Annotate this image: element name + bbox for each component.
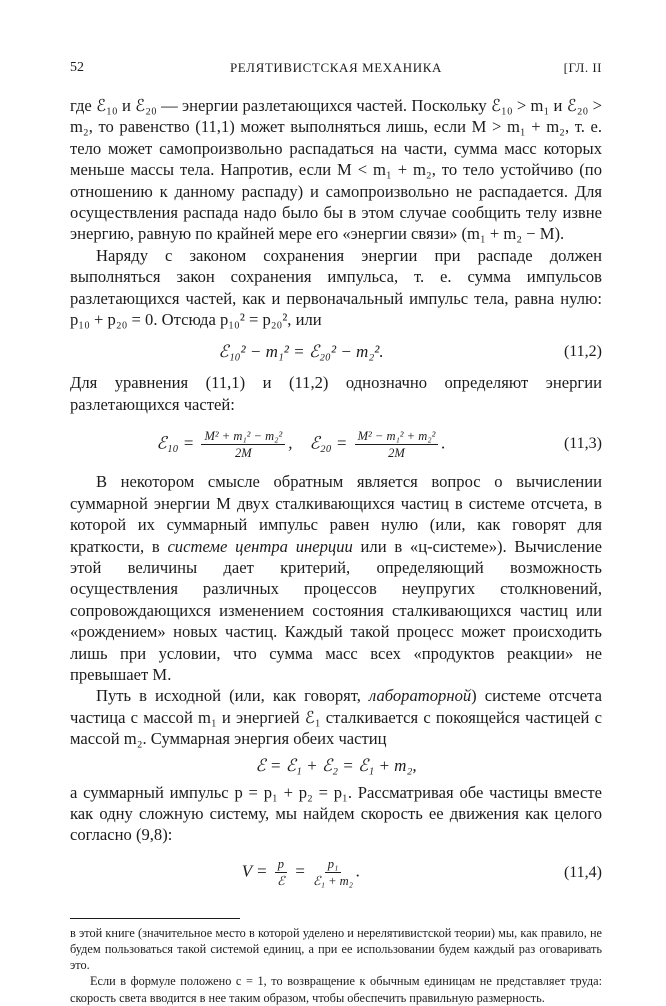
book-page: [70, 60, 602, 1006]
chapter-label: [ГЛ. II: [563, 60, 602, 75]
paragraph-lab-frame: [70, 685, 602, 749]
p4-emphasis: системе центра инерции: [167, 536, 353, 556]
equation-total-energy: [70, 752, 602, 780]
p5-emphasis: лабораторной: [369, 686, 472, 706]
footnote-units: Если в формуле положено c = 1, то возвращение к обычным единицам не представляет труда: скорость света вводится в нее таким образом, чтобы обеспечить правильную размерность.: [70, 974, 602, 1005]
paragraph-total-momentum: а суммарный импульс p = p₁ + p₂ = p₁. Рассматривая обе частицы вместе как одну сложную систему, мы найдем скорость ее движения как целого согласно (9,8):: [70, 782, 602, 845]
equation-11-2: [70, 336, 602, 368]
equation-11-4-body: V = $\frac{p}{\text{ℰ}}$ = $\frac{\text{p₁}}{\text{ℰ₁ + m₂}}$ .: [241, 857, 361, 889]
equation-11-2-number: (11,2): [563, 343, 602, 361]
eq4-fraction-1: [275, 856, 287, 889]
eq3-fraction-1: [201, 428, 285, 461]
eq4-numerator-1: p: [275, 856, 287, 873]
equation-11-3-body: ℰ₁₀ = $\frac{\text{M² + m₁² − m₂²}}{2M}$ , ℰ₂₀ = $\frac{\text{M² − m₁² + m₂²}}{2M}$ .: [156, 428, 446, 460]
running-title: РЕЛЯТИВИСТСКАЯ МЕХАНИКА: [229, 60, 443, 75]
paragraph-center-of-mass: [70, 471, 602, 685]
equation-11-3: [70, 421, 602, 467]
p5-text-a: Путь в исходной (или, как говорят,: [96, 686, 370, 706]
eq4-denominator-2: ℰ₁ + m₂: [313, 874, 354, 889]
eq3-numerator-2: M² − m₁² + m₂²: [355, 428, 439, 445]
eq4-numerator-2: p₁: [325, 856, 342, 873]
eq4-equals: =: [294, 861, 306, 881]
equation-11-4: [70, 852, 602, 894]
eq4-lhs: V =: [241, 861, 268, 881]
p4-text-b: или в «ц-системе»). Вычисление этой величины дает критерий, определяющий возможность осуществления различных процессов неупругих столкновений, сопровождающихся изменением состояния сталкивающихся частиц или «рождением» новых частиц. Каждый такой процесс может происходить лишь при условии, что сумма масс всех «продуктов реакции» не превышает M.: [70, 536, 602, 684]
p5-text-b: ) системе отсчета частица с массой m₁ и энергией ℰ₁ сталкивается с покоящейся частицей с массой m₂. Суммарная энергия обеих частиц: [70, 686, 602, 749]
eq3-denominator-2: 2M: [388, 445, 405, 460]
eq4-denominator-1: ℰ: [277, 874, 285, 889]
eq3-denominator-1: 2M: [235, 445, 252, 460]
equation-total-energy-body: ℰ = ℰ₁ + ℰ₂ = ℰ₁ + m₂,: [255, 755, 417, 775]
page-header: [70, 60, 602, 82]
eq3-lhs2: ℰ₂₀ =: [309, 433, 348, 453]
paragraph-energy-determination: Для уравнения (11,1) и (11,2) однозначно определяют энергии разлетающихся частей:: [70, 373, 602, 414]
eq3-fraction-2: [355, 428, 439, 461]
footnote-continuation: в этой книге (значительное место в которой уделено и нерелятивистской теории) мы, как правило, не будем пользоваться такой системой единиц, а при ее использовании будем каждый раз оговаривать это.: [70, 925, 602, 973]
p4-text-a: В некотором смысле обратным является вопрос о вычислении суммарной энергии M двух сталкивающихся частиц в системе отсчета, в которой их суммарный импульс равен нулю (или, как говорят для краткости, в: [70, 472, 602, 556]
eq3-lhs1: ℰ₁₀ =: [156, 433, 195, 453]
paragraph-decay-condition: где ℰ₁₀ и ℰ₂₀ — энергии разлетающихся частей. Поскольку ℰ₁₀ > m₁ и ℰ₂₀ > m₂, то равенство (11,1) может выполняться лишь, если M > m₁ + m₂, т. е. тело может самопроизвольно распадаться на части, сумма масс которых меньше массы тела. Напротив, если M < m₁ + m₂, то тело устойчиво (по отношению к данному распаду) и самопроизвольно не распадается. Для осуществления распада надо было бы в этом случае сообщить телу извне энергию, равную по крайней мере его «энергии связи» (m₁ + m₂ − M).: [70, 96, 602, 244]
footnote-divider: [70, 918, 240, 919]
equation-11-4-number: (11,4): [563, 863, 602, 881]
equation-11-2-body: ℰ₁₀² − m₁² = ℰ₂₀² − m₂².: [218, 342, 384, 362]
equation-11-3-number: (11,3): [563, 435, 602, 453]
eq3-numerator-1: M² + m₁² − m₂²: [201, 428, 285, 445]
paragraph-momentum-conservation: Наряду с законом сохранения энергии при распаде должен выполняться закон сохранения импульса, т. е. сумма импульсов разлетающихся частей, как и первоначальный импульс тела, равна нулю: p₁₀ + p₂₀ = 0. Отсюда p₁₀² = p₂₀², или: [70, 245, 602, 330]
page-number: 52: [70, 60, 84, 75]
eq4-fraction-2: [313, 856, 353, 889]
